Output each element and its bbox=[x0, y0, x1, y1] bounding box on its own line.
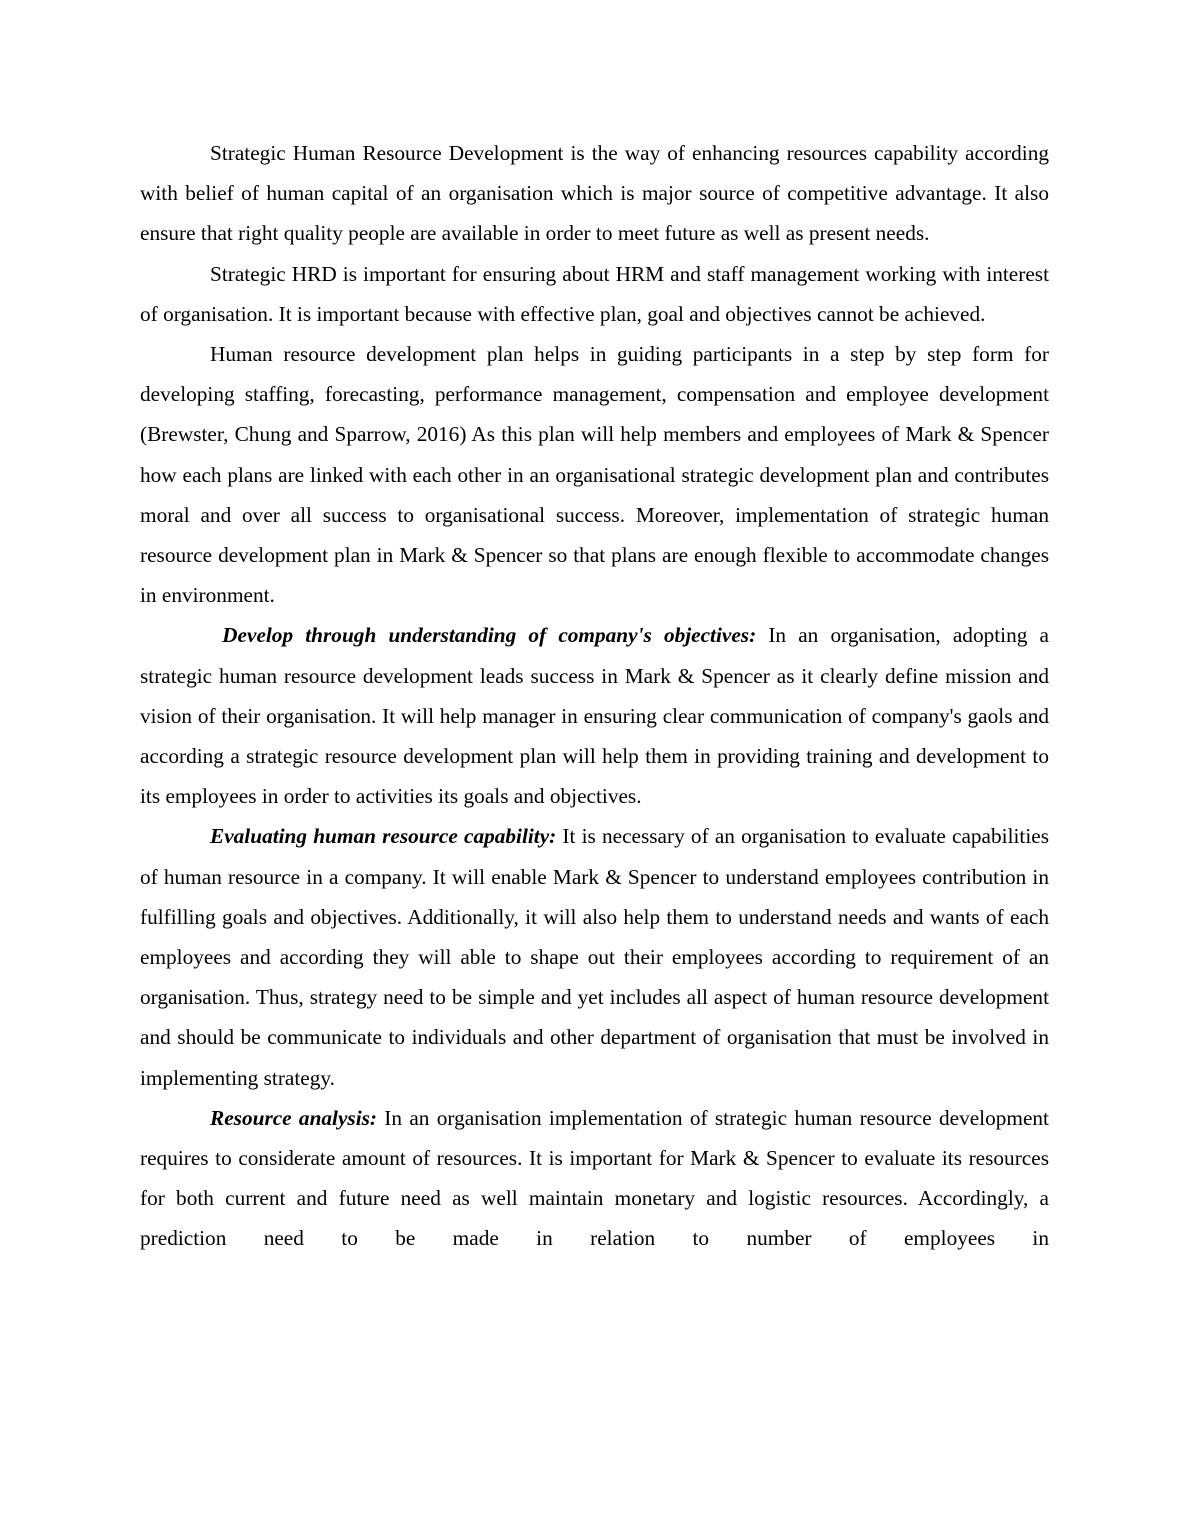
paragraph-importance bbox=[140, 254, 1049, 334]
paragraph-text: In an organisation, adopting a strategic human resource development leads success in Mark & Spencer as it clearly define mission and vision of their organisation. It will help manager in ensuring clear communication of company's gaols and according a strategic resource development plan will help them in providing training and development to its employees in order to activities its goals and objectives. bbox=[140, 623, 1049, 809]
section-heading: Develop through understanding of company's objectives: bbox=[210, 623, 757, 648]
paragraph-text: Strategic Human Resource Development is the way of enhancing resources capability according with belief of human capital of an organisation which is major source of competitive advantage. It also ensure that right quality people are available in order to meet future as well as present needs. bbox=[140, 141, 1049, 246]
section-heading: Resource analysis: bbox=[210, 1105, 378, 1130]
section-heading: Evaluating human resource capability: bbox=[210, 824, 557, 849]
paragraph-text: Human resource development plan helps in guiding participants in a step by step form for developing staffing, forecasting, performance management, compensation and employee development (Brewster, Chung and Sparrow, 2016) As this plan will help members and employees of Mark & Spencer how each plans are linked with each other in an organisational strategic development plan and contributes moral and over all success to organisational success. Moreover, implementation of strategic human resource development plan in Mark & Spencer so that plans are enough flexible to accommodate changes in environment. bbox=[140, 342, 1049, 608]
paragraph-plan bbox=[140, 334, 1049, 615]
paragraph-text: Strategic HRD is important for ensuring about HRM and staff management working with interest of organisation. It is important because with effective plan, goal and objectives cannot be achieved. bbox=[140, 261, 1049, 326]
paragraph-capability bbox=[140, 816, 1049, 1097]
paragraph-resource-analysis bbox=[140, 1098, 1049, 1259]
paragraph-text: In an organisation implementation of strategic human resource development requires to considerate amount of resources. It is important for Mark & Spencer to evaluate its resources for both current and future need as well maintain monetary and logistic resources. Accordingly, a prediction need to be made in relation to number of employees in bbox=[140, 1105, 1049, 1251]
document-page bbox=[140, 133, 1049, 1259]
paragraph-text: It is necessary of an organisation to evaluate capabilities of human resource in a company. It will enable Mark & Spencer to understand employees contribution in fulfilling goals and objectives. Additionally, it will also help them to understand needs and wants of each employees and according they will able to shape out their employees according to requirement of an organisation. Thus, strategy need to be simple and yet includes all aspect of human resource development and should be communicate to individuals and other department of organisation that must be involved in implementing strategy. bbox=[140, 824, 1049, 1090]
paragraph-intro bbox=[140, 133, 1049, 254]
paragraph-objectives bbox=[140, 615, 1049, 816]
